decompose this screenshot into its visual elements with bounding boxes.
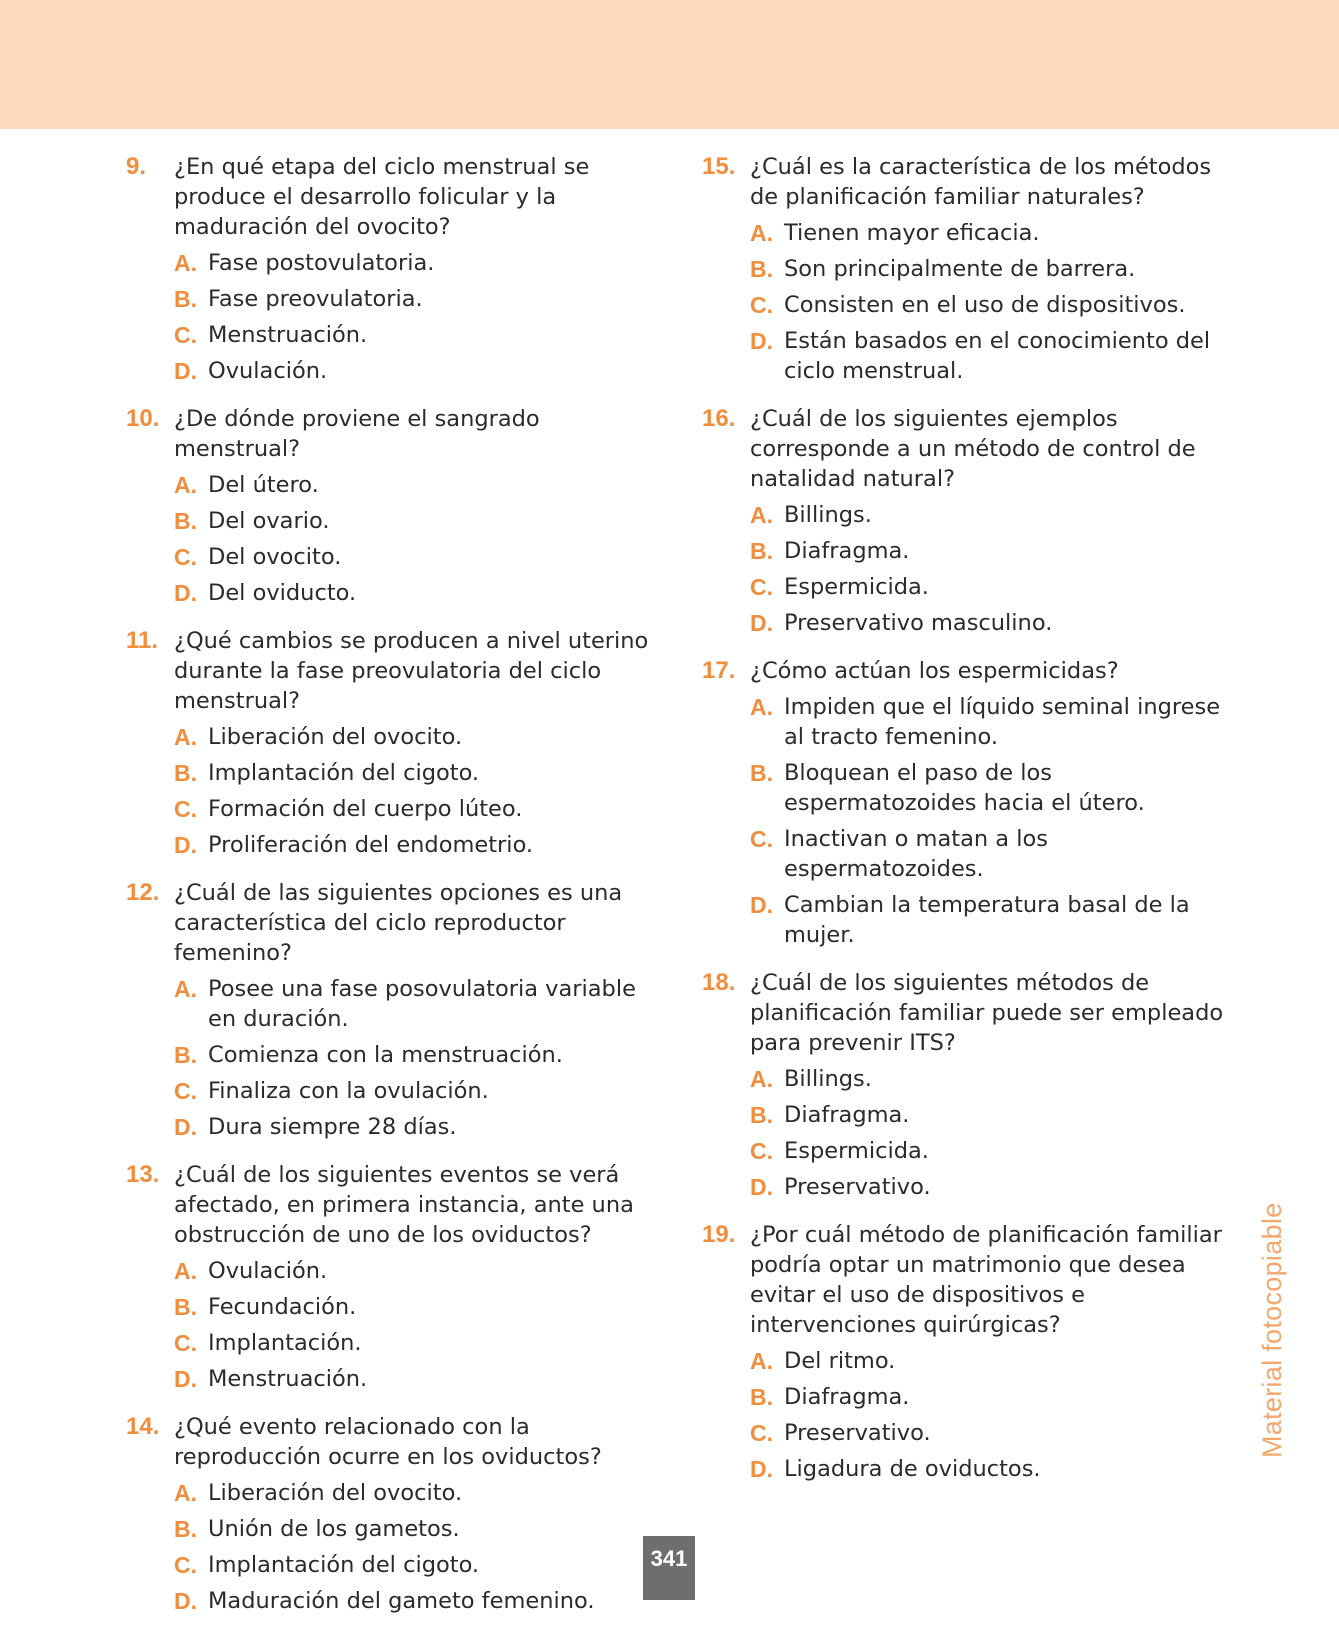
answer-option — [750, 254, 1228, 284]
option-text: Maduración del gameto femenino. — [208, 1588, 595, 1614]
option-text: Dura siempre 28 días. — [208, 1114, 457, 1140]
answer-option — [174, 1112, 654, 1142]
answer-option — [750, 1172, 1228, 1202]
option-text: Liberación del ovocito. — [208, 724, 463, 750]
option-letter: D. — [174, 1366, 197, 1392]
option-text: Diafragma. — [784, 538, 910, 564]
answer-option — [174, 284, 654, 314]
question-text: ¿Cuál de los siguientes eventos se verá afectado, en primera instancia, ante una obstrucción de uno de los oviductos? — [174, 1162, 634, 1248]
question-text: ¿Cuál de los siguientes métodos de planificación familiar puede ser empleado para prevenir ITS? — [750, 970, 1224, 1056]
option-letter: D. — [750, 328, 773, 354]
option-letter: A. — [750, 220, 773, 246]
question-item — [702, 152, 1228, 386]
question-number: 12. — [126, 879, 160, 906]
answer-option — [174, 248, 654, 278]
question-text: ¿Qué evento relacionado con la reproducción ocurre en los oviductos? — [174, 1414, 602, 1470]
option-letter: A. — [174, 724, 197, 750]
answer-option — [750, 572, 1228, 602]
answer-option — [750, 1454, 1228, 1484]
option-text: Del útero. — [208, 472, 319, 498]
option-text: Inactivan o matan a los espermatozoides. — [784, 826, 1048, 882]
option-letter: D. — [174, 832, 197, 858]
answer-option — [174, 356, 654, 386]
answer-option — [750, 326, 1228, 386]
question-number: 19. — [702, 1221, 736, 1248]
option-text: Consisten en el uso de dispositivos. — [784, 292, 1186, 318]
option-letter: C. — [174, 544, 197, 570]
option-text: Diafragma. — [784, 1102, 910, 1128]
option-text: Fase preovulatoria. — [208, 286, 423, 312]
option-text: Liberación del ovocito. — [208, 1480, 463, 1506]
question-item — [126, 1412, 654, 1616]
option-text: Ligadura de oviductos. — [784, 1456, 1041, 1482]
question-number: 18. — [702, 969, 736, 996]
option-text: Implantación del cigoto. — [208, 1552, 480, 1578]
option-letter: C. — [750, 574, 773, 600]
question-header — [702, 656, 1228, 686]
option-text: Espermicida. — [784, 574, 929, 600]
answer-option — [174, 320, 654, 350]
option-letter: B. — [174, 760, 197, 786]
option-letter: C. — [750, 292, 773, 318]
answer-option — [174, 974, 654, 1034]
answer-option — [174, 1256, 654, 1286]
answer-option — [750, 1136, 1228, 1166]
header-band — [0, 0, 1339, 129]
question-item — [702, 1220, 1228, 1484]
option-text: Menstruación. — [208, 1366, 368, 1392]
option-text: Preservativo. — [784, 1420, 931, 1446]
option-text: Están basados en el conocimiento del ciclo menstrual. — [784, 328, 1211, 384]
option-text: Comienza con la menstruación. — [208, 1042, 563, 1068]
answer-option — [174, 1586, 654, 1616]
option-letter: C. — [174, 322, 197, 348]
option-letter: B. — [174, 1516, 197, 1542]
option-text: Ovulación. — [208, 1258, 328, 1284]
answer-option — [174, 830, 654, 860]
answer-option — [750, 692, 1228, 752]
option-text: Preservativo masculino. — [784, 610, 1053, 636]
question-text: ¿Cuál de los siguientes ejemplos corresponde a un método de control de natalidad natural? — [750, 406, 1196, 492]
question-item — [702, 968, 1228, 1202]
option-letter: D. — [174, 1588, 197, 1614]
answer-option — [174, 794, 654, 824]
answer-option — [174, 722, 654, 752]
option-text: Posee una fase posovulatoria variable en duración. — [208, 976, 636, 1032]
option-text: Finaliza con la ovulación. — [208, 1078, 489, 1104]
answer-option — [174, 1040, 654, 1070]
question-header — [702, 404, 1228, 494]
option-text: Bloquean el paso de los espermatozoides hacia el útero. — [784, 760, 1145, 816]
option-letter: A. — [750, 1066, 773, 1092]
option-letter: C. — [174, 796, 197, 822]
question-item — [126, 404, 654, 608]
answer-option — [750, 758, 1228, 818]
option-letter: D. — [750, 610, 773, 636]
option-letter: A. — [750, 502, 773, 528]
option-text: Ovulación. — [208, 358, 328, 384]
option-letter: B. — [174, 286, 197, 312]
question-number: 14. — [126, 1413, 160, 1440]
question-text: ¿Cómo actúan los espermicidas? — [750, 658, 1119, 684]
answer-option — [174, 1514, 654, 1544]
option-text: Implantación. — [208, 1330, 362, 1356]
option-text: Proliferación del endometrio. — [208, 832, 534, 858]
option-text: Son principalmente de barrera. — [784, 256, 1136, 282]
answer-option — [174, 1364, 654, 1394]
option-text: Del ritmo. — [784, 1348, 896, 1374]
question-number: 9. — [126, 153, 147, 180]
question-number: 10. — [126, 405, 160, 432]
option-text: Del ovocito. — [208, 544, 342, 570]
option-text: Diafragma. — [784, 1384, 910, 1410]
option-text: Menstruación. — [208, 322, 368, 348]
question-item — [702, 656, 1228, 950]
answer-option — [174, 1076, 654, 1106]
option-letter: D. — [750, 1174, 773, 1200]
answer-option — [174, 506, 654, 536]
option-letter: A. — [174, 976, 197, 1002]
left-column — [126, 152, 654, 1634]
option-letter: D. — [174, 580, 197, 606]
answer-option — [750, 890, 1228, 950]
option-letter: C. — [174, 1552, 197, 1578]
option-letter: C. — [750, 1138, 773, 1164]
option-text: Implantación del cigoto. — [208, 760, 480, 786]
option-text: Impiden que el líquido seminal ingrese al tracto femenino. — [784, 694, 1221, 750]
question-number: 11. — [126, 627, 159, 654]
option-letter: A. — [174, 1258, 197, 1284]
option-text: Espermicida. — [784, 1138, 929, 1164]
answer-option — [750, 536, 1228, 566]
option-letter: A. — [174, 1480, 197, 1506]
option-letter: D. — [750, 892, 773, 918]
question-number: 15. — [702, 153, 736, 180]
answer-option — [174, 1478, 654, 1508]
option-letter: B. — [750, 256, 773, 282]
option-letter: B. — [174, 1294, 197, 1320]
option-text: Billings. — [784, 502, 872, 528]
question-text: ¿Cuál de las siguientes opciones es una característica del ciclo reproductor femenino? — [174, 880, 623, 966]
question-header — [702, 1220, 1228, 1340]
question-header — [126, 626, 654, 716]
question-number: 17. — [702, 657, 736, 684]
option-letter: B. — [750, 760, 773, 786]
answer-option — [174, 1550, 654, 1580]
question-item — [126, 626, 654, 860]
page-number-text: 341 — [650, 1546, 688, 1571]
question-header — [126, 1412, 654, 1472]
answer-option — [750, 290, 1228, 320]
question-header — [702, 968, 1228, 1058]
question-text: ¿En qué etapa del ciclo menstrual se produce el desarrollo folicular y la maduración del ovocito? — [174, 154, 590, 240]
option-letter: A. — [174, 472, 197, 498]
question-header — [126, 878, 654, 968]
question-text: ¿Cuál es la característica de los métodos de planificación familiar naturales? — [750, 154, 1212, 210]
question-header — [702, 152, 1228, 212]
answer-option — [750, 1382, 1228, 1412]
option-letter: B. — [750, 538, 773, 564]
option-letter: D. — [174, 358, 197, 384]
answer-option — [174, 758, 654, 788]
option-letter: B. — [750, 1102, 773, 1128]
answer-option — [750, 218, 1228, 248]
answer-option — [750, 824, 1228, 884]
option-text: Unión de los gametos. — [208, 1516, 460, 1542]
option-letter: B. — [750, 1384, 773, 1410]
answer-option — [750, 1100, 1228, 1130]
option-text: Del ovario. — [208, 508, 330, 534]
page-number — [643, 1536, 695, 1600]
answer-option — [174, 578, 654, 608]
option-letter: B. — [174, 1042, 197, 1068]
side-label: Material fotocopiable — [1257, 1202, 1287, 1458]
option-letter: C. — [174, 1078, 197, 1104]
right-column — [702, 152, 1228, 1502]
option-text: Fecundación. — [208, 1294, 357, 1320]
option-letter: D. — [174, 1114, 197, 1140]
option-text: Cambian la temperatura basal de la mujer. — [784, 892, 1190, 948]
answer-option — [174, 1292, 654, 1322]
answer-option — [750, 1064, 1228, 1094]
question-header — [126, 404, 654, 464]
option-text: Fase postovulatoria. — [208, 250, 435, 276]
question-number: 13. — [126, 1161, 160, 1188]
answer-option — [750, 608, 1228, 638]
option-letter: A. — [750, 694, 773, 720]
option-letter: D. — [750, 1456, 773, 1482]
answer-option — [174, 1328, 654, 1358]
option-text: Formación del cuerpo lúteo. — [208, 796, 523, 822]
question-header — [126, 1160, 654, 1250]
question-item — [126, 152, 654, 386]
question-text: ¿Qué cambios se producen a nivel uterino durante la fase preovulatoria del ciclo menstrual? — [174, 628, 649, 714]
option-letter: C. — [750, 1420, 773, 1446]
question-item — [126, 878, 654, 1142]
answer-option — [174, 470, 654, 500]
question-text: ¿De dónde proviene el sangrado menstrual? — [174, 406, 540, 462]
option-text: Billings. — [784, 1066, 872, 1092]
answer-option — [750, 1418, 1228, 1448]
option-text: Preservativo. — [784, 1174, 931, 1200]
question-header — [126, 152, 654, 242]
answer-option — [750, 1346, 1228, 1376]
option-letter: A. — [750, 1348, 773, 1374]
question-number: 16. — [702, 405, 736, 432]
option-letter: C. — [174, 1330, 197, 1356]
option-letter: A. — [174, 250, 197, 276]
option-letter: B. — [174, 508, 197, 534]
option-letter: C. — [750, 826, 773, 852]
option-text: Del oviducto. — [208, 580, 357, 606]
question-text: ¿Por cuál método de planificación familiar podría optar un matrimonio que desea evitar el uso de dispositivos e intervenciones quirúrgicas? — [750, 1222, 1222, 1338]
option-text: Tienen mayor eficacia. — [784, 220, 1040, 246]
question-item — [702, 404, 1228, 638]
question-item — [126, 1160, 654, 1394]
answer-option — [174, 542, 654, 572]
answer-option — [750, 500, 1228, 530]
